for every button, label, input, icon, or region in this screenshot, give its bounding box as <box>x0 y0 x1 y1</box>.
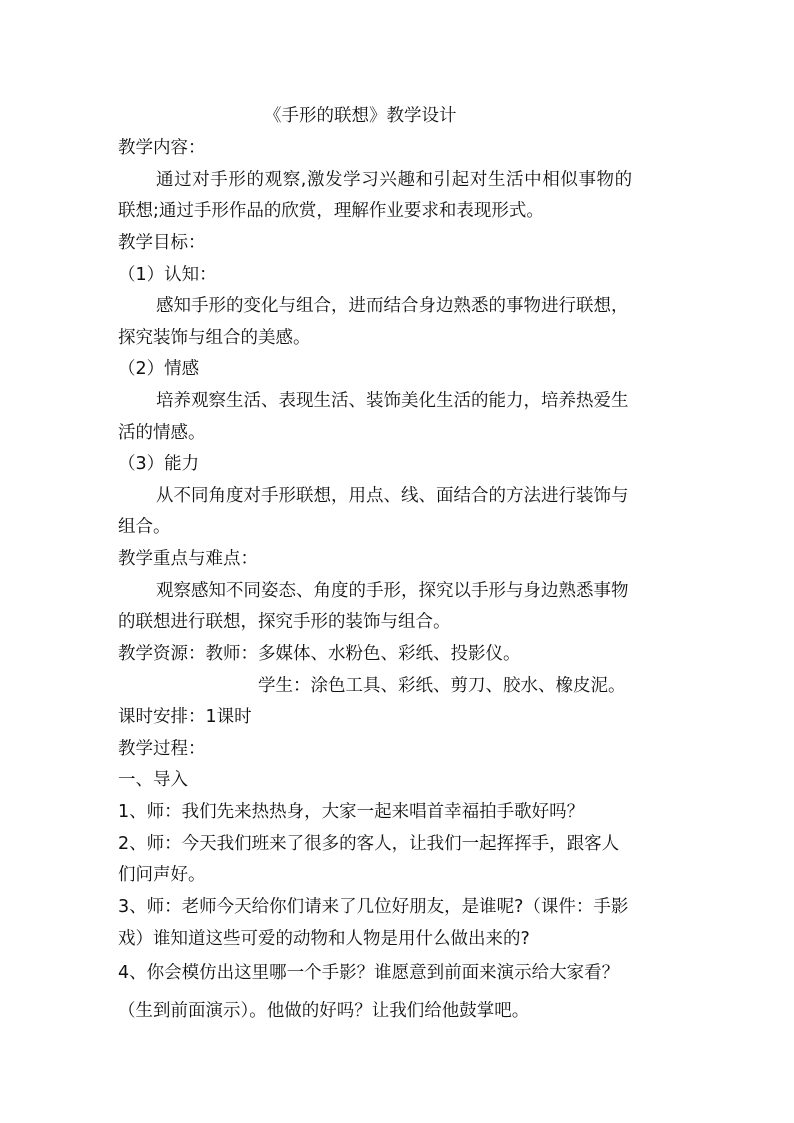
process-item: 3、师：老师今天给你们请来了几位好朋友，是谁呢?（课件：手影 <box>118 897 629 917</box>
resources-teacher: 教学资源：教师：多媒体、水粉色、彩纸、投影仪。 <box>118 644 521 664</box>
key-points-line: 观察感知不同姿态、角度的手形，探究以手形与身边熟悉事物 <box>156 581 629 601</box>
goal-emotion-label: （2）情感 <box>118 359 200 379</box>
goal-cognition-label: （1）认知： <box>118 265 217 285</box>
goal-emotion-line: 培养观察生活、表现生活、装饰美化生活的能力，培养热爱生 <box>156 391 629 411</box>
content-paragraph-line: 通过对手形的观察,激发学习兴趣和引起对生活中相似事物的 <box>156 170 633 190</box>
content-heading: 教学内容： <box>118 138 206 158</box>
schedule: 课时安排：1课时 <box>118 707 252 727</box>
goal-emotion-line: 活的情感。 <box>118 423 206 443</box>
process-heading: 教学过程： <box>118 739 206 759</box>
goal-ability-line: 从不同角度对手形联想，用点、线、面结合的方法进行装饰与 <box>156 486 629 506</box>
process-section-title: 一、导入 <box>118 770 188 790</box>
key-points-line: 的联想进行联想，探究手形的装饰与组合。 <box>118 612 451 632</box>
goal-ability-label: （3）能力 <box>118 454 200 474</box>
content-paragraph-line: 联想;通过手形作品的欣赏，理解作业要求和表现形式。 <box>118 201 544 221</box>
process-item: 戏）谁知道这些可爱的动物和人物是用什么做出来的? <box>118 929 530 949</box>
goal-cognition-line: 探究装饰与组合的美感。 <box>118 328 311 348</box>
goal-ability-line: 组合。 <box>118 517 171 537</box>
process-item: （生到前面演示）。他做的好吗？让我们给他鼓掌吧。 <box>118 1001 530 1021</box>
resources-student: 学生：涂色工具、彩纸、剪刀、胶水、橡皮泥。 <box>258 676 626 696</box>
document-title: 《手形的联想》教学设计 <box>264 106 457 126</box>
goals-heading: 教学目标： <box>118 233 206 253</box>
process-item: 们问声好。 <box>118 865 206 885</box>
process-item: 2、师：今天我们班来了很多的客人，让我们一起挥挥手，跟客人 <box>118 834 620 854</box>
key-points-heading: 教学重点与难点： <box>118 549 258 569</box>
goal-cognition-line: 感知手形的变化与组合，进而结合身边熟悉的事物进行联想， <box>156 296 629 316</box>
process-item: 4、你会模仿出这里哪一个手影？谁愿意到前面来演示给大家看？ <box>118 963 620 983</box>
process-item: 1、师：我们先来热热身，大家一起来唱首幸福拍手歌好吗？ <box>118 802 585 822</box>
